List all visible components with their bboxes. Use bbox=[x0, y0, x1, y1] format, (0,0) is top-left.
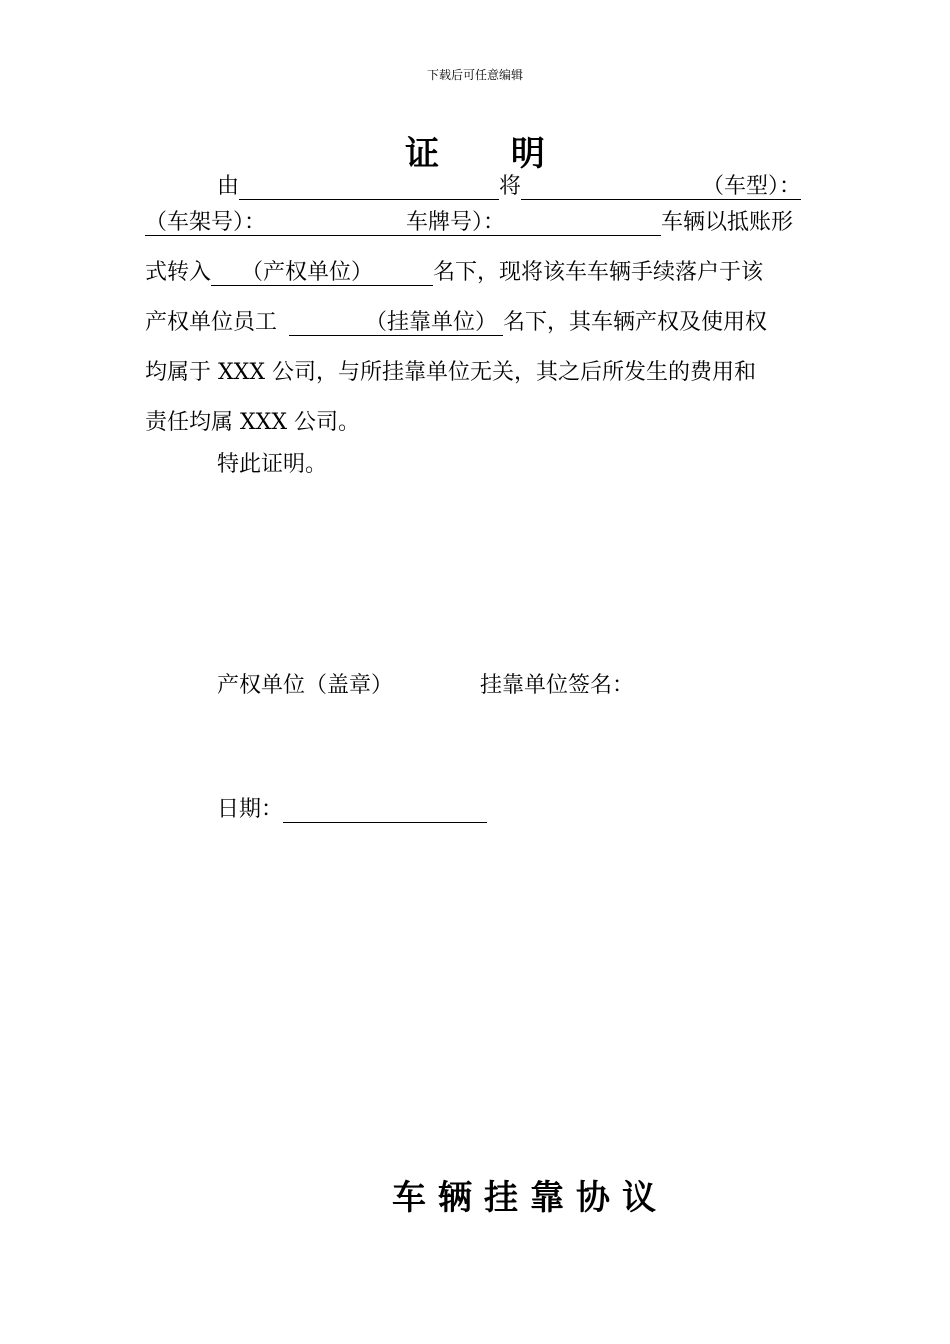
body-line-3 bbox=[145, 258, 807, 288]
label-model: （车型）： bbox=[702, 174, 802, 199]
blank-affiliate-unit bbox=[289, 308, 503, 336]
label-frame: （车架号）： bbox=[145, 210, 267, 235]
label-affiliate-unit: （挂靠单位） bbox=[365, 310, 498, 335]
header-note: 下载后可任意编辑 bbox=[426, 68, 523, 82]
blank-date bbox=[283, 795, 487, 823]
body-line-4 bbox=[145, 308, 807, 338]
body-line-5: 均属于 XXX 公司，与所挂靠单位无关，其之后所发生的费用和 bbox=[145, 360, 756, 385]
agreement-title: 车辆挂靠协议 bbox=[392, 1178, 668, 1218]
text-you: 由 bbox=[217, 174, 240, 199]
body-line-6: 责任均属 XXX 公司。 bbox=[145, 410, 360, 435]
date-label: 日期： bbox=[217, 797, 284, 822]
blank-owner-unit bbox=[211, 258, 433, 286]
text-transfer: 式转入 bbox=[145, 260, 212, 285]
sign-owner: 产权单位（盖章） bbox=[217, 673, 394, 698]
text-property-rights: 名下，其车辆产权及使用权 bbox=[503, 310, 768, 335]
text-vehicle-offset: 车辆以抵账形 bbox=[661, 210, 794, 235]
body-line-7: 特此证明。 bbox=[217, 452, 328, 477]
text-jiang: 将 bbox=[499, 174, 522, 199]
blank-frame-plate bbox=[145, 208, 661, 236]
label-owner-unit: （产权单位） bbox=[241, 260, 374, 285]
label-plate: 车牌号）： bbox=[406, 210, 506, 235]
body-line-2 bbox=[145, 208, 807, 238]
text-transfer-rest: 名下，现将该车车辆手续落户于该 bbox=[433, 260, 764, 285]
page-title: 证 明 bbox=[405, 134, 575, 174]
date-line bbox=[217, 795, 879, 825]
blank-model bbox=[521, 172, 801, 200]
sign-affiliate: 挂靠单位签名： bbox=[480, 673, 635, 698]
blank-from bbox=[239, 172, 499, 200]
body-line-1 bbox=[145, 172, 807, 202]
text-employee: 产权单位员工 bbox=[145, 310, 278, 335]
